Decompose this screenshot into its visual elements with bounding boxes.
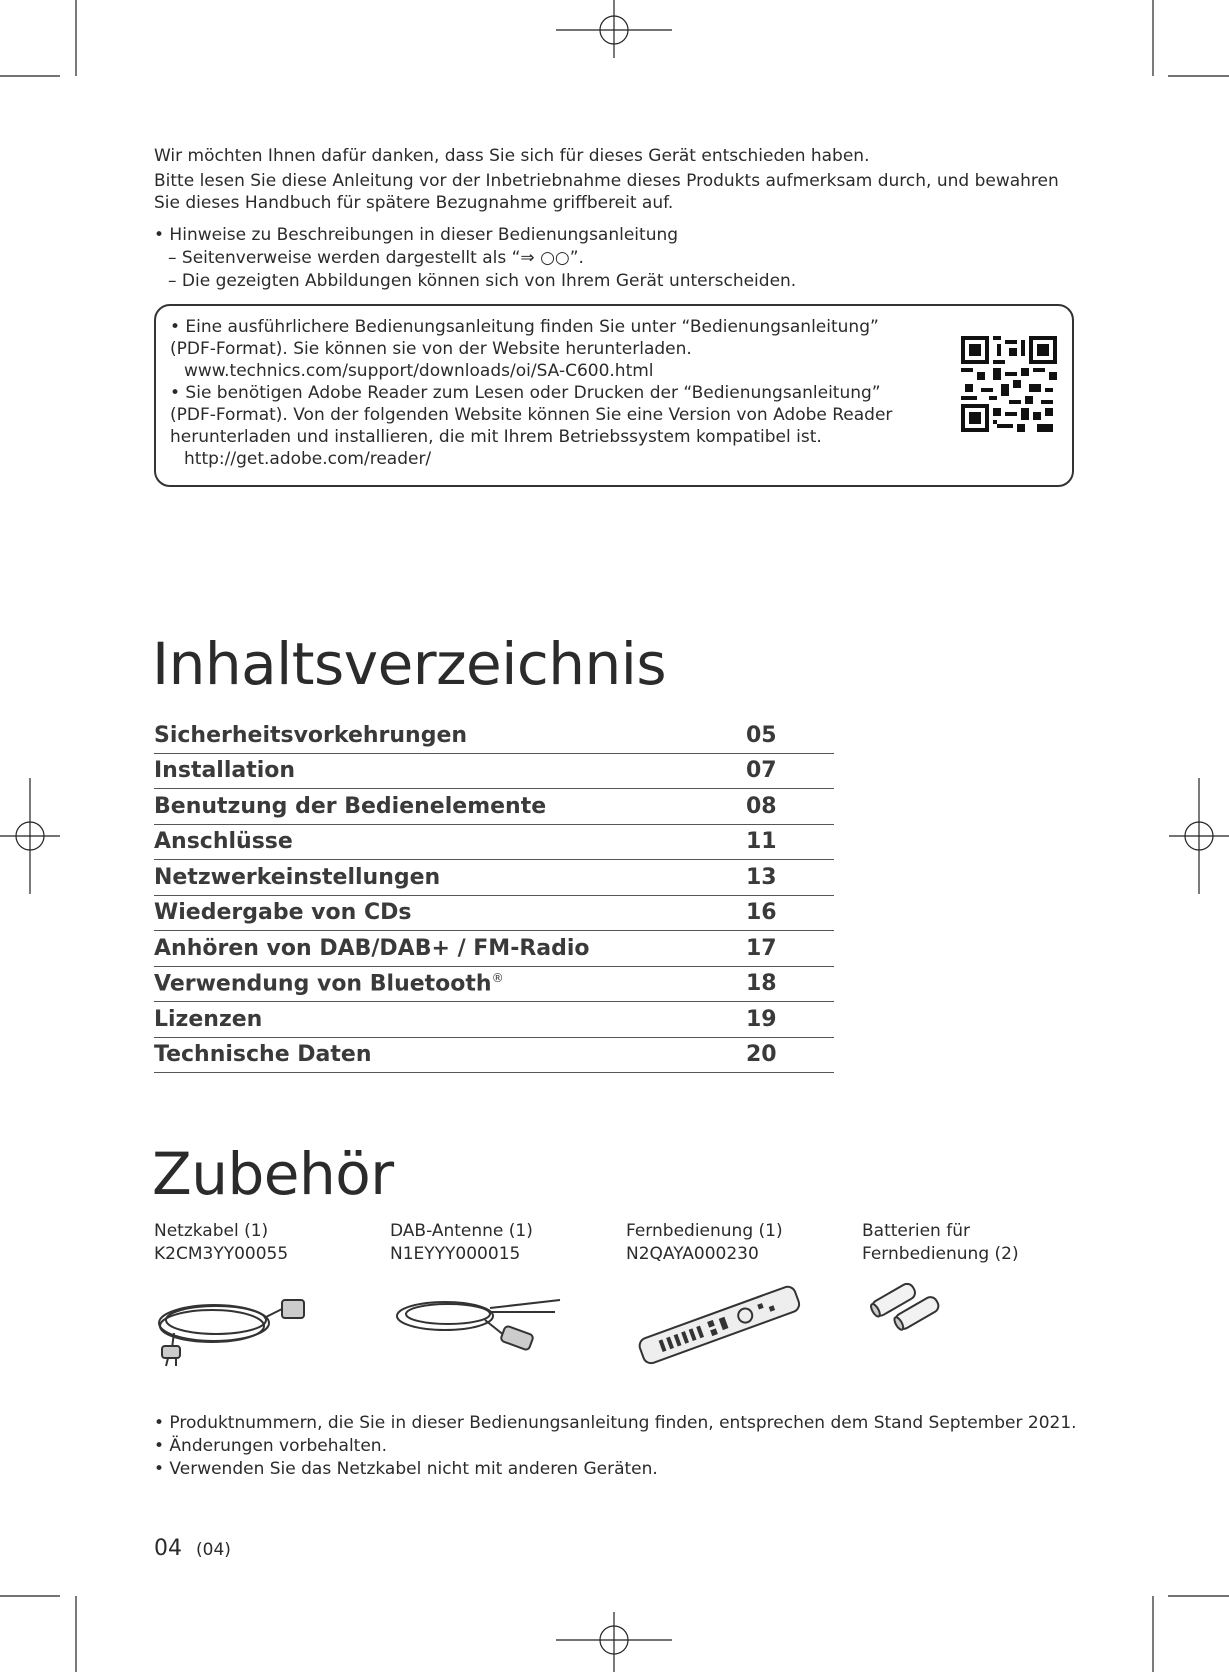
toc-page: 20 (746, 1042, 777, 1068)
toc-page: 05 (746, 722, 777, 748)
toc-label-wrap (154, 971, 504, 996)
toc-page: 16 (746, 900, 777, 926)
page-number-main: 04 (154, 1536, 182, 1561)
remote-control-icon (626, 1278, 806, 1368)
accessory-name: Netzkabel (1) (154, 1221, 269, 1241)
toc-label: Benutzung der Bedienelemente (154, 793, 547, 819)
power-cord-icon (154, 1278, 314, 1368)
adobe-reader-link[interactable]: http://get.adobe.com/reader/ (184, 449, 432, 469)
toc-row[interactable] (154, 825, 834, 861)
hint-item: – Seitenverweise werden dargestellt als “⇒ ○○”. (168, 248, 584, 268)
toc-title: Inhaltsverzeichnis (152, 630, 667, 698)
info-paragraph-2: • Sie benötigen Adobe Reader zum Lesen oder Drucken der “Bedienungsanleitung” (PDF-Format). Von der folgenden Website können Sie eine Version von Adobe Reader herunterladen und installieren, die mit Ihrem Betriebssystem kompatibel ist. (170, 383, 893, 447)
toc-page: 17 (746, 935, 777, 961)
accessory-name: Fernbedienung (1) (626, 1221, 783, 1241)
toc-label: Technische Daten (154, 1042, 372, 1068)
toc-label: Verwendung von Bluetooth (154, 971, 492, 997)
toc-row[interactable] (154, 789, 834, 825)
toc-label: Anschlüsse (154, 829, 293, 855)
toc-page: 13 (746, 864, 777, 890)
intro-text (154, 145, 1074, 214)
accessory-remote-control (626, 1220, 846, 1375)
download-info-box (154, 304, 1074, 487)
toc-label: Lizenzen (154, 1006, 263, 1032)
footnote: • Verwenden Sie das Netzkabel nicht mit anderen Geräten. (154, 1459, 658, 1479)
toc-label: Netzwerkeinstellungen (154, 864, 441, 890)
toc-row[interactable] (154, 896, 834, 932)
toc-row[interactable] (154, 1002, 834, 1038)
toc-label: Installation (154, 758, 296, 784)
toc-label: Wiedergabe von CDs (154, 900, 412, 926)
toc-page: 07 (746, 758, 777, 784)
manual-download-link[interactable]: www.technics.com/support/downloads/oi/SA-C600.html (184, 361, 654, 381)
hint-item: – Die gezeigten Abbildungen können sich von Ihrem Gerät unterscheiden. (168, 271, 797, 291)
accessories-title: Zubehör (152, 1140, 394, 1208)
hints-heading: • Hinweise zu Beschreibungen in dieser Bedienungsanleitung (154, 225, 679, 245)
toc-label: Sicherheitsvorkehrungen (154, 722, 468, 748)
toc-label: Anhören von DAB/DAB+ / FM-Radio (154, 935, 590, 961)
accessory-power-cord (154, 1220, 374, 1375)
accessory-batteries (862, 1220, 1082, 1360)
intro-line-1: Wir möchten Ihnen dafür danken, dass Sie sich für dieses Gerät entschieden haben. (154, 146, 870, 166)
accessory-name: Batterien für Fernbedienung (2) (862, 1221, 1019, 1264)
toc-page: 11 (746, 829, 777, 855)
table-of-contents (154, 718, 834, 1073)
toc-row[interactable] (154, 718, 834, 754)
footnote: • Produktnummern, die Sie in dieser Bedienungsanleitung finden, entsprechen dem Stand September 2021. (154, 1413, 1077, 1433)
toc-row[interactable] (154, 1038, 834, 1074)
accessory-part-number: K2CM3YY00055 (154, 1244, 289, 1264)
antenna-icon (390, 1278, 570, 1368)
page-number (154, 1536, 231, 1561)
batteries-icon (862, 1263, 982, 1353)
toc-row[interactable] (154, 967, 834, 1003)
toc-page: 08 (746, 793, 777, 819)
accessory-part-number: N2QAYA000230 (626, 1244, 759, 1264)
toc-row[interactable] (154, 754, 834, 790)
toc-row[interactable] (154, 860, 834, 896)
accessory-dab-antenna (390, 1220, 610, 1375)
qr-code-icon (961, 336, 1057, 432)
footnote: • Änderungen vorbehalten. (154, 1436, 387, 1456)
page-number-sub: (04) (196, 1540, 231, 1560)
info-paragraph-1: • Eine ausführlichere Bedienungsanleitung finden Sie unter “Bedienungsanleitung” (PDF-Format). Sie können sie von der Website herunterladen. (170, 317, 879, 359)
registered-mark: ® (491, 971, 504, 986)
toc-row[interactable] (154, 931, 834, 967)
hints-list (154, 224, 1074, 293)
intro-line-2: Bitte lesen Sie diese Anleitung vor der Inbetriebnahme dieses Produkts aufmerksam durch, und bewahren Sie dieses Handbuch für spätere Bezugnahme griffbereit auf. (154, 171, 1059, 213)
footnotes (154, 1412, 1114, 1481)
toc-page: 19 (746, 1006, 777, 1032)
toc-page: 18 (746, 971, 777, 997)
accessory-name: DAB-Antenne (1) (390, 1221, 533, 1241)
accessory-part-number: N1EYYY000015 (390, 1244, 521, 1264)
